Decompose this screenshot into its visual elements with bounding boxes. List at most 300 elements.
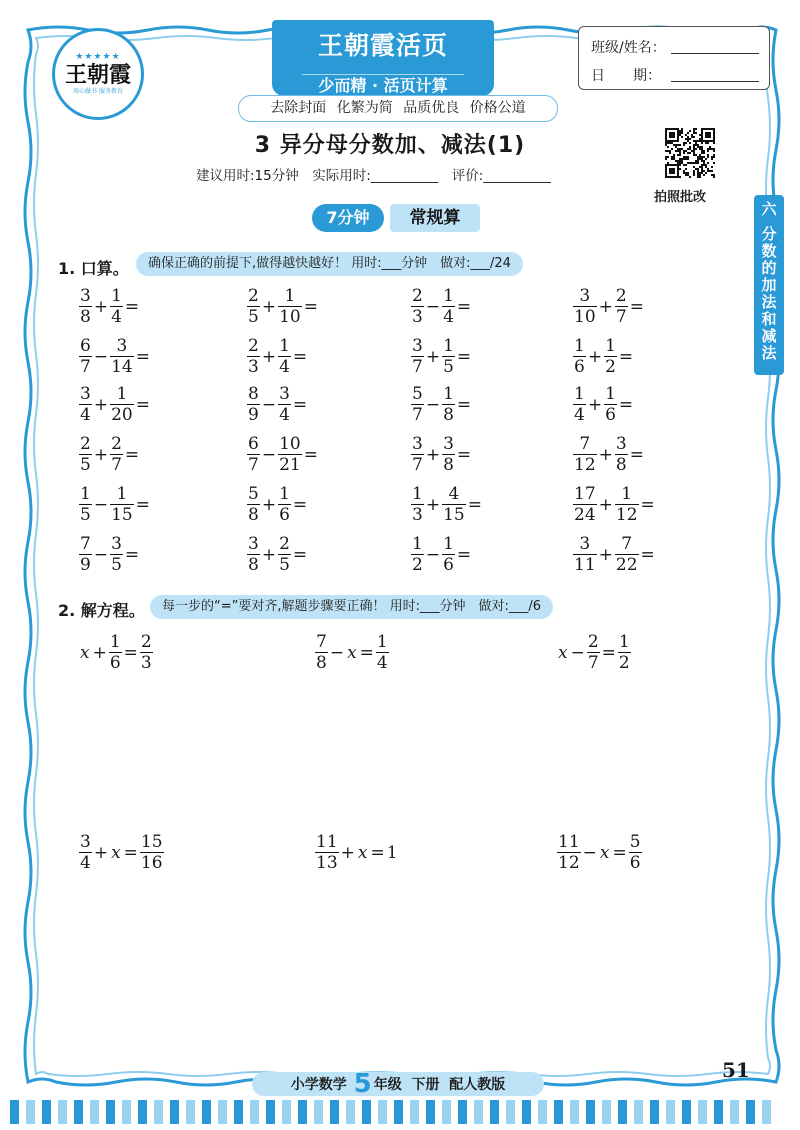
operator: − (261, 394, 277, 415)
stripe (586, 1100, 595, 1124)
numerator: 7 (579, 434, 591, 454)
stripe (538, 1100, 547, 1124)
fraction (110, 288, 123, 326)
side-tab-char: 分 (761, 225, 777, 243)
stripe (330, 1100, 339, 1124)
operator: + (93, 444, 109, 465)
fraction (411, 536, 424, 574)
qr-code-icon[interactable] (665, 128, 715, 178)
denominator: 16 (140, 853, 163, 873)
denominator: 8 (80, 307, 91, 327)
numerator: 3 (116, 336, 128, 356)
stripe (394, 1100, 403, 1124)
numerator: 2 (248, 286, 259, 306)
logo-name: 王朝霞 (64, 62, 131, 88)
denominator: 6 (279, 505, 290, 525)
numerator: 1 (443, 286, 454, 306)
qr-label: 拍照批改 (654, 190, 707, 205)
denominator: 6 (605, 405, 616, 425)
operator: − (93, 346, 109, 367)
variable-x: x (558, 642, 568, 663)
operator: − (425, 544, 441, 565)
fraction (411, 436, 424, 474)
logo-stars: ★★★★★ (75, 52, 121, 62)
fraction (79, 486, 92, 524)
equals-sign: = (124, 544, 140, 565)
numerator: 3 (80, 832, 91, 852)
brand-box (272, 20, 494, 96)
side-tab-char: 法 (761, 344, 777, 362)
footer-volume: 下册 (411, 1077, 440, 1093)
equals-sign: = (292, 394, 308, 415)
equals-sign: = (629, 296, 644, 317)
mental-math-item (410, 536, 472, 574)
fraction (278, 486, 291, 524)
numerator: 1 (116, 384, 128, 404)
operator: + (93, 296, 109, 317)
equals-sign: = (456, 394, 472, 415)
numerator: 7 (621, 534, 633, 554)
stripe (522, 1100, 531, 1124)
stripe (106, 1100, 115, 1124)
denominator: 11 (574, 555, 596, 575)
stripe (26, 1100, 35, 1124)
denominator: 4 (279, 357, 290, 377)
numerator: 7 (316, 632, 327, 652)
numerator: 1 (443, 336, 454, 356)
equation-item (556, 634, 632, 672)
numerator: 7 (80, 534, 91, 554)
operator: + (587, 394, 603, 415)
footer-edition: 配人教版 (449, 1077, 506, 1093)
denominator: 21 (279, 455, 301, 475)
denominator: 20 (111, 405, 133, 425)
numerator: 10 (279, 434, 301, 454)
denominator: 8 (443, 455, 454, 475)
date-label: 日 期： (591, 68, 661, 84)
numerator: 2 (140, 632, 152, 652)
denominator: 7 (412, 455, 423, 475)
fraction (615, 288, 628, 326)
equals-sign: = (456, 296, 472, 317)
denominator: 13 (316, 853, 338, 873)
denominator: 8 (316, 653, 327, 673)
stripe (58, 1100, 67, 1124)
denominator: 3 (140, 653, 152, 673)
stripe (682, 1100, 691, 1124)
fraction (573, 338, 586, 376)
denominator: 15 (443, 505, 465, 525)
equation-item (78, 634, 154, 672)
denominator: 5 (80, 455, 91, 475)
fraction (110, 338, 134, 376)
denominator: 4 (80, 853, 91, 873)
denominator: 8 (615, 455, 627, 475)
equation-item (556, 834, 643, 872)
equals-sign: = (135, 394, 150, 415)
operator: + (92, 642, 107, 663)
denominator: 2 (605, 357, 616, 377)
mental-math-item (246, 436, 319, 474)
operator: − (425, 296, 441, 317)
numerator: 3 (248, 534, 259, 554)
mental-math-item (410, 386, 472, 424)
operator: + (93, 394, 109, 415)
denominator: 4 (443, 307, 454, 327)
fraction (110, 486, 134, 524)
mental-math-item (78, 486, 151, 524)
operator: − (261, 444, 277, 465)
fraction (573, 288, 597, 326)
mental-math-item (410, 486, 483, 524)
operator: + (598, 296, 613, 317)
student-info-box (578, 26, 770, 90)
stripe (314, 1100, 323, 1124)
stripe (74, 1100, 83, 1124)
denominator: 22 (615, 555, 638, 575)
numerator: 1 (279, 484, 290, 504)
fraction (618, 634, 631, 672)
denominator: 5 (443, 357, 454, 377)
variable-x: x (111, 842, 121, 863)
operator: + (425, 444, 441, 465)
operator: = (601, 642, 616, 663)
fraction (247, 288, 260, 326)
stripe (698, 1100, 707, 1124)
fraction (411, 486, 424, 524)
fraction (573, 386, 586, 424)
denominator: 24 (574, 505, 596, 525)
stripe (346, 1100, 355, 1124)
stripe (650, 1100, 659, 1124)
stripe (666, 1100, 675, 1124)
operator: − (582, 842, 597, 863)
equals-sign: = (124, 444, 140, 465)
denominator: 4 (574, 405, 585, 425)
stripe (618, 1100, 627, 1124)
stripe (42, 1100, 51, 1124)
fraction (278, 436, 302, 474)
numerator: 1 (605, 384, 616, 404)
denominator: 10 (574, 307, 596, 327)
footer-grade: 年级 (373, 1077, 402, 1093)
denominator: 5 (80, 505, 91, 525)
equals-sign: = (303, 444, 318, 465)
denominator: 10 (279, 307, 301, 327)
equals-sign: = (629, 444, 644, 465)
stripe (90, 1100, 99, 1124)
equals-sign: = (292, 346, 308, 367)
number: 1 (386, 842, 398, 863)
operator: = (612, 842, 627, 863)
slogan-bar: 去除封面 化繁为简 品质优良 价格公道 (238, 95, 558, 122)
fraction (110, 536, 123, 574)
equals-sign: = (124, 296, 140, 317)
fraction (110, 436, 123, 474)
stripe (442, 1100, 451, 1124)
operator: − (93, 544, 109, 565)
denominator: 7 (615, 307, 627, 327)
stripe (10, 1100, 19, 1124)
footer-bar (252, 1069, 544, 1099)
denominator: 7 (587, 653, 599, 673)
brand-subtitle: 少而精 · 活页计算 (302, 74, 464, 97)
numerator: 1 (605, 336, 616, 356)
numerator: 2 (615, 286, 627, 306)
denominator: 4 (80, 405, 91, 425)
fraction (442, 288, 455, 326)
numerator: 3 (279, 384, 290, 404)
variable-x: x (357, 842, 368, 863)
denominator: 12 (558, 853, 580, 873)
equals-sign: = (456, 544, 472, 565)
mental-math-item (572, 536, 656, 574)
denominator: 7 (111, 455, 122, 475)
stripe (298, 1100, 307, 1124)
class-name-field[interactable] (671, 53, 759, 54)
fraction (615, 436, 628, 474)
side-tab-char: 减 (761, 327, 777, 345)
stripe (426, 1100, 435, 1124)
numerator: 1 (412, 484, 423, 504)
mental-math-item (572, 486, 656, 524)
fraction (247, 486, 260, 524)
denominator: 9 (80, 555, 91, 575)
equals-sign: = (292, 494, 308, 515)
time-info: 建议用时:15分钟 实际用时:__________ 评价:__________ (196, 168, 551, 184)
numerator: 1 (574, 384, 585, 404)
operator: + (598, 494, 613, 515)
operator: = (123, 842, 138, 863)
side-tab-char: 和 (761, 310, 777, 328)
fraction (278, 386, 291, 424)
numerator: 1 (116, 484, 128, 504)
operator: = (359, 642, 374, 663)
footer-grade-number: 5 (353, 1069, 372, 1099)
numerator: 8 (248, 384, 259, 404)
stripe (138, 1100, 147, 1124)
fraction (573, 536, 597, 574)
numerator: 5 (629, 832, 641, 852)
equation-item (314, 834, 399, 872)
numerator: 3 (80, 286, 91, 306)
equals-sign: = (456, 346, 472, 367)
numerator: 1 (621, 484, 633, 504)
stripe (186, 1100, 195, 1124)
mental-math-item (246, 536, 308, 574)
equals-sign: = (292, 544, 308, 565)
equals-sign: = (618, 346, 634, 367)
logo-slogan: 用心做书 服务教育 (73, 88, 123, 95)
lesson-title: 3 异分母分数加、减法(1) (254, 133, 526, 158)
stripe (122, 1100, 131, 1124)
stripe (714, 1100, 723, 1124)
fraction (278, 288, 302, 326)
fraction (315, 634, 328, 672)
mental-math-item (572, 436, 645, 474)
denominator: 2 (618, 653, 630, 673)
numerator: 5 (412, 384, 423, 404)
denominator: 6 (574, 357, 585, 377)
mental-math-item (78, 436, 140, 474)
bottom-stripes (10, 1100, 771, 1124)
fraction (411, 288, 424, 326)
numerator: 2 (248, 336, 259, 356)
fraction (615, 486, 639, 524)
numerator: 3 (80, 384, 91, 404)
numerator: 1 (443, 384, 454, 404)
section-header (312, 204, 480, 232)
stripe (410, 1100, 419, 1124)
operator: + (598, 444, 613, 465)
fraction (411, 338, 424, 376)
fraction (79, 834, 92, 872)
fraction (615, 536, 639, 574)
denominator: 3 (412, 307, 423, 327)
fraction (573, 486, 597, 524)
denominator: 7 (80, 357, 91, 377)
chapter-side-tab (754, 195, 784, 375)
mental-math-item (410, 288, 472, 326)
numerator: 1 (109, 632, 121, 652)
operator: + (261, 296, 277, 317)
operator: + (93, 842, 109, 863)
fraction (79, 338, 92, 376)
numerator: 3 (579, 286, 591, 306)
fraction (79, 288, 92, 326)
denominator: 4 (111, 307, 122, 327)
mental-math-item (78, 338, 151, 376)
side-tab-char: 数 (761, 242, 777, 260)
stripe (602, 1100, 611, 1124)
denominator: 4 (279, 405, 290, 425)
mental-math-item (410, 338, 472, 376)
denominator: 8 (248, 505, 259, 525)
denominator: 12 (615, 505, 638, 525)
stripe (730, 1100, 739, 1124)
equals-sign: = (135, 494, 150, 515)
q1-label: 1. 口算。 (58, 259, 129, 278)
stripe (250, 1100, 259, 1124)
page-number: 51 (722, 1058, 750, 1082)
operator: + (261, 346, 277, 367)
mental-math-item (246, 288, 319, 326)
variable-x: x (80, 642, 90, 663)
mental-math-item (246, 486, 308, 524)
denominator: 8 (248, 555, 259, 575)
numerator: 6 (248, 434, 259, 454)
fraction (278, 338, 291, 376)
denominator: 7 (248, 455, 259, 475)
denominator: 14 (111, 357, 133, 377)
side-tab-char: 加 (761, 276, 777, 294)
stripe (218, 1100, 227, 1124)
stripe (762, 1100, 771, 1124)
fraction (573, 436, 597, 474)
fraction (140, 634, 153, 672)
footer-subject: 小学数学 (290, 1077, 347, 1093)
numerator: 2 (587, 632, 599, 652)
equals-sign: = (640, 494, 655, 515)
numerator: 3 (412, 336, 423, 356)
operator: = (370, 842, 385, 863)
equals-sign: = (618, 394, 634, 415)
denominator: 9 (248, 405, 259, 425)
operator: + (598, 544, 613, 565)
variable-x: x (347, 642, 357, 663)
side-tab-char: 法 (761, 293, 777, 311)
stripe (378, 1100, 387, 1124)
numerator: 1 (284, 286, 296, 306)
mental-math-item (572, 288, 645, 326)
q2-tip: 每一步的“=”要对齐,解题步骤要正确！ 用时:___分钟 做对:___/6 (150, 595, 553, 619)
operator: − (425, 394, 441, 415)
stripe (570, 1100, 579, 1124)
fraction (629, 834, 642, 872)
fraction (79, 386, 92, 424)
numerator: 11 (316, 832, 338, 852)
denominator: 4 (376, 653, 388, 673)
stripe (474, 1100, 483, 1124)
denominator: 12 (574, 455, 596, 475)
stripe (506, 1100, 515, 1124)
denominator: 5 (248, 307, 259, 327)
section-time: 7分钟 (312, 204, 384, 232)
side-tab-char: 的 (761, 259, 777, 277)
numerator: 1 (111, 286, 122, 306)
denominator: 3 (412, 505, 423, 525)
stripe (458, 1100, 467, 1124)
date-field[interactable] (671, 81, 759, 82)
fraction (140, 834, 164, 872)
q1-tip: 确保正确的前提下,做得越快越好！ 用时:___分钟 做对:___/24 (136, 252, 523, 276)
operator: + (261, 544, 277, 565)
stripe (362, 1100, 371, 1124)
brand-title: 王朝霞活页 (317, 31, 448, 60)
numerator: 1 (443, 534, 454, 554)
numerator: 6 (80, 336, 91, 356)
numerator: 1 (618, 632, 630, 652)
equals-sign: = (456, 444, 472, 465)
denominator: 7 (412, 357, 423, 377)
equation-item (314, 634, 390, 672)
fraction (442, 338, 455, 376)
numerator: 3 (443, 434, 454, 454)
stripe (202, 1100, 211, 1124)
operator: + (425, 494, 441, 515)
fraction (247, 386, 260, 424)
numerator: 1 (80, 484, 91, 504)
denominator: 2 (412, 555, 423, 575)
denominator: 7 (412, 405, 423, 425)
denominator: 15 (111, 505, 133, 525)
operator: + (425, 346, 441, 367)
q2-label: 2. 解方程。 (58, 601, 145, 620)
section-label: 常规算 (390, 204, 480, 232)
numerator: 1 (279, 336, 290, 356)
fraction (557, 834, 581, 872)
operator: = (123, 642, 138, 663)
fraction (442, 486, 466, 524)
numerator: 2 (412, 286, 423, 306)
stripe (170, 1100, 179, 1124)
class-name-label: 班级/姓名： (591, 40, 666, 56)
numerator: 2 (111, 434, 122, 454)
fraction (442, 436, 455, 474)
publisher-logo (52, 28, 144, 120)
numerator: 15 (140, 832, 163, 852)
fraction (442, 386, 455, 424)
